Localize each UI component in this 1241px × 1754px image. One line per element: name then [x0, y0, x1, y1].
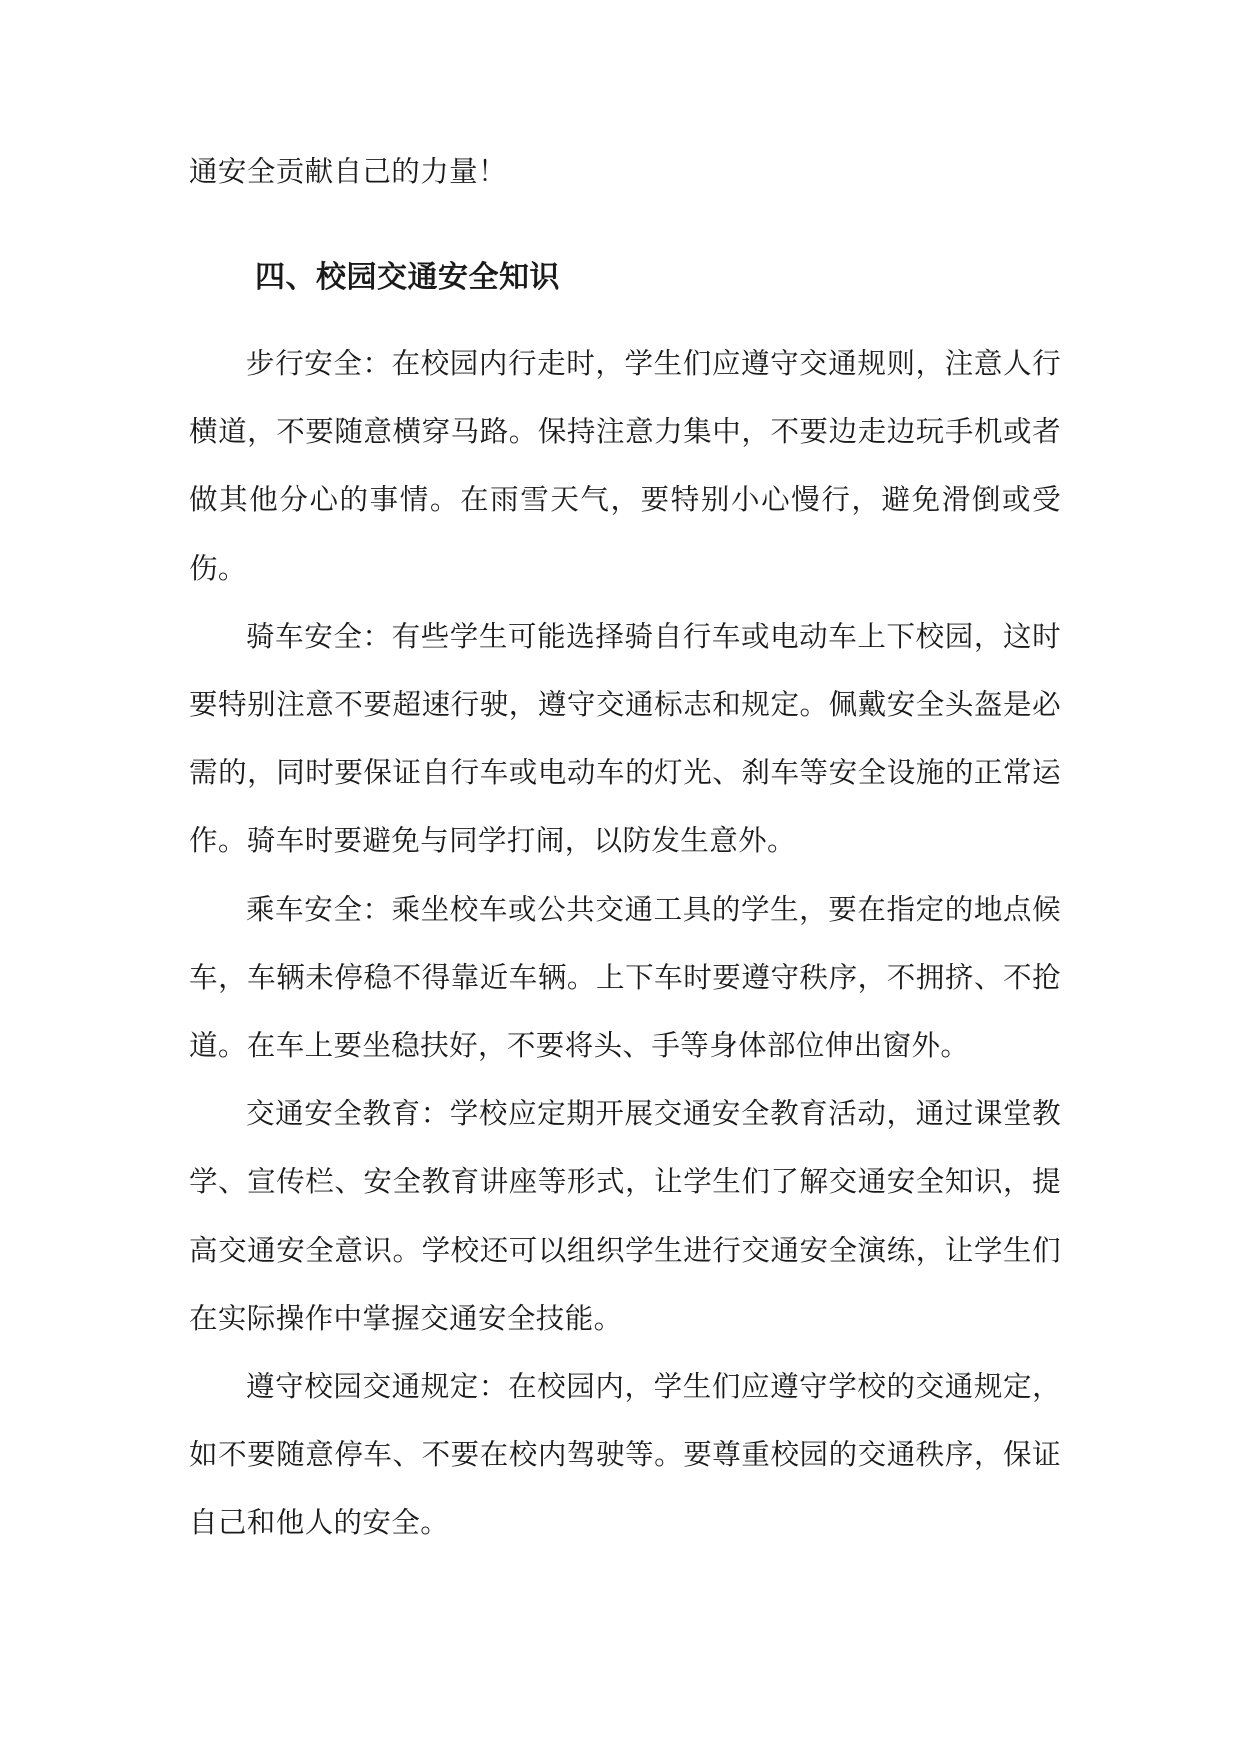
paragraph-safety-education: 交通安全教育：学校应定期开展交通安全教育活动，通过课堂教学、宣传栏、安全教育讲座等形式，让学生们了解交通安全知识，提高交通安全意识。学校还可以组织学生进行交通安全演练，让学生们在实际操作中掌握交通安全技能。 [189, 1097, 1061, 1335]
paragraph-walking-safety: 步行安全：在校园内行走时，学生们应遵守交通规则，注意人行横道，不要随意横穿马路。保持注意力集中，不要边走边玩手机或者做其他分心的事情。在雨雪天气，要特别小心慢行，避免滑倒或受伤。 [189, 347, 1061, 585]
paragraph-campus-rules: 遵守校园交通规定：在校园内，学生们应遵守学校的交通规定，如不要随意停车、不要在校内驾驶等。要尊重校园的交通秩序，保证自己和他人的安全。 [189, 1370, 1061, 1540]
paragraph-cycling-safety: 骑车安全：有些学生可能选择骑自行车或电动车上下校园，这时要特别注意不要超速行驶，遵守交通标志和规定。佩戴安全头盔是必需的，同时要保证自行车或电动车的灯光、刹车等安全设施的正常运作。骑车时要避免与同学打闹，以防发生意外。 [189, 619, 1061, 858]
paragraph-riding-safety: 乘车安全：乘坐校车或公共交通工具的学生，要在指定的地点候车，车辆未停稳不得靠近车辆。上下车时要遵守秩序，不拥挤、不抢道。在车上要坐稳扶好，不要将头、手等身体部位伸出窗外。 [189, 892, 1061, 1063]
section-heading: 四、校园交通安全知识 [255, 260, 560, 295]
continuation-text: 通安全贡献自己的力量！ [189, 155, 507, 188]
body-paragraphs [189, 330, 1061, 1558]
